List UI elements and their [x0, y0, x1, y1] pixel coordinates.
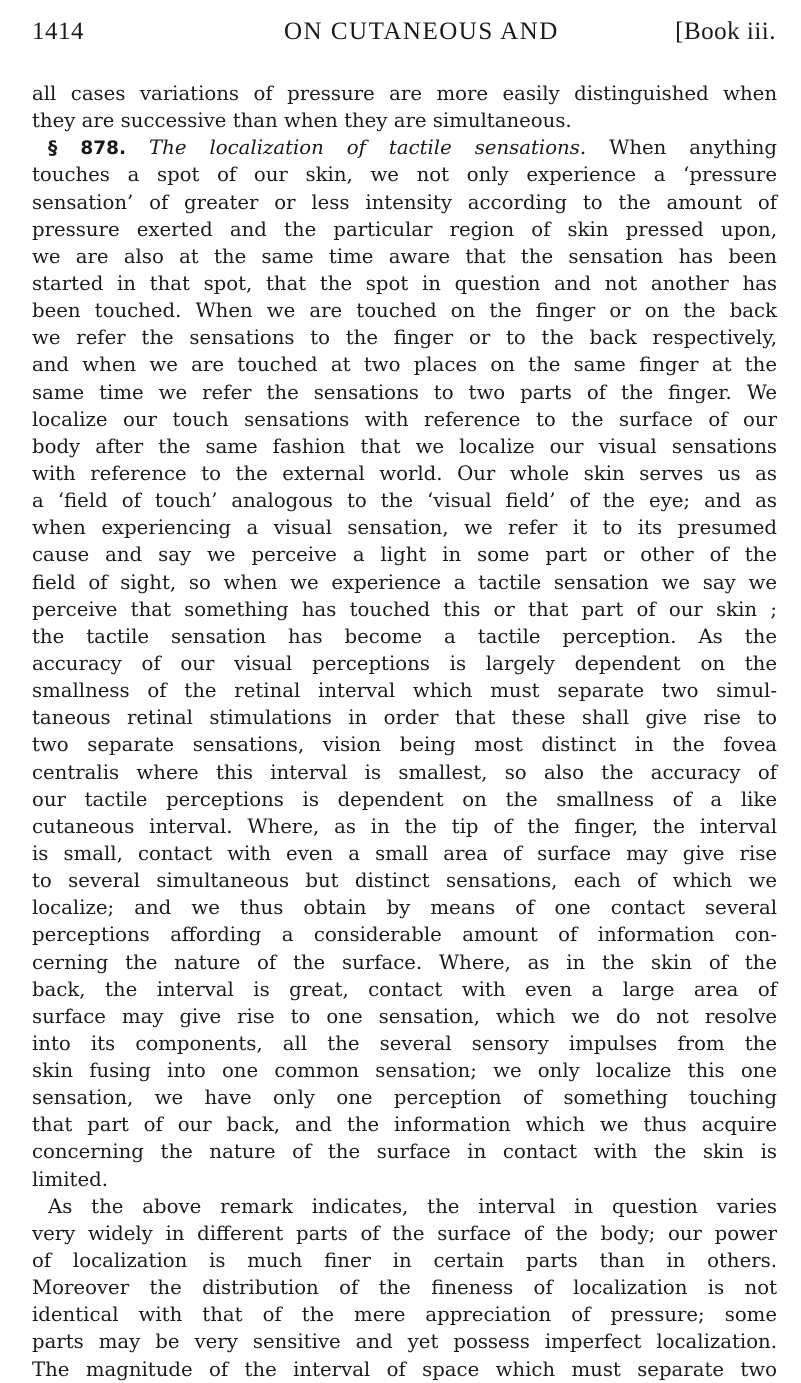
text-line: of localization is much finer in certain parts than in others.: [32, 1249, 777, 1273]
text-line: identical with that of the mere appreciation of pressure; some: [32, 1303, 777, 1327]
text-line: field of sight, so when we experience a tactile sensation we say we: [32, 570, 777, 594]
text-line: we refer the sensations to the finger or to the back respectively,: [32, 326, 777, 350]
running-head: [32, 18, 782, 52]
text-line: our tactile perceptions is dependent on the smallness of a like: [32, 787, 777, 811]
text-line: Moreover the distribution of the fineness of localization is not: [32, 1276, 777, 1300]
text-line: been touched. When we are touched on the finger or on the back: [32, 299, 777, 323]
text-line: a ‘field of touch’ analogous to the ‘visual field’ of the eye; and as: [32, 489, 777, 513]
text-line: pressure exerted and the particular region of skin pressed upon,: [32, 217, 777, 241]
text-line: the tactile sensation has become a tactile perception. As the: [32, 624, 777, 648]
text-line: sensation’ of greater or less intensity according to the amount of: [32, 190, 777, 214]
text-line: limited.: [32, 1167, 108, 1191]
section-heading-line: [32, 134, 777, 161]
text-line: cutaneous interval. Where, as in the tip of the finger, the interval: [32, 814, 777, 838]
text-line: localize our touch sensations with reference to the surface of our: [32, 407, 777, 431]
text-line: accuracy of our visual perceptions is largely dependent on the: [32, 651, 777, 675]
text-line: cause and say we perceive a light in some part or other of the: [32, 543, 777, 567]
text-line: cerning the nature of the surface. Where, as in the skin of the: [32, 950, 777, 974]
text-line: and when we are touched at two places on the same finger at the: [32, 353, 777, 377]
text-line: two separate sensations, vision being most distinct in the fovea: [32, 733, 777, 757]
body-text: [32, 80, 777, 1383]
running-title: ON CUTANEOUS AND: [284, 18, 559, 45]
section-number: § 878.: [48, 138, 127, 160]
text-line: into its components, all the several sensory impulses from the: [32, 1031, 777, 1055]
text-line: with reference to the external world. Our whole skin serves us as: [32, 461, 777, 485]
text-line: very widely in different parts of the surface of the body; our power: [32, 1221, 777, 1245]
book-label: [Book iii.: [675, 18, 776, 45]
text-line: smallness of the retinal interval which must separate two simul-: [32, 679, 777, 703]
text-line: to several simultaneous but distinct sensations, each of which we: [32, 869, 777, 893]
text-line: sensation, we have only one perception of something touching: [32, 1086, 777, 1110]
text-line: all cases variations of pressure are more easily distinguished when: [32, 82, 777, 105]
text-line: same time we refer the sensations to two parts of the finger. We: [32, 380, 777, 404]
text-line: centralis where this interval is smallest, so also the accuracy of: [32, 760, 777, 784]
text-line: As the above remark indicates, the interval in question varies: [48, 1194, 777, 1218]
text-line: touches a spot of our skin, we not only experience a ‘pressure: [32, 163, 777, 187]
section-title: The localization of tactile sensations.: [149, 136, 587, 160]
text-line: skin fusing into one common sensation; we only localize this one: [32, 1059, 777, 1083]
text-line: surface may give rise to one sensation, which we do not resolve: [32, 1004, 777, 1028]
text-line: localize; and we thus obtain by means of one contact several: [32, 896, 777, 920]
text-line: is small, contact with even a small area of surface may give rise: [32, 841, 777, 865]
text-line: concerning the nature of the surface in contact with the skin is: [32, 1140, 777, 1164]
text-line-fragment: When anything: [609, 136, 778, 160]
text-line: perceptions affording a considerable amount of information con-: [32, 923, 777, 947]
text-line: taneous retinal stimulations in order that these shall give rise to: [32, 706, 777, 730]
text-line: back, the interval is great, contact with even a large area of: [32, 977, 777, 1001]
text-line: when experiencing a visual sensation, we refer it to its presumed: [32, 516, 777, 540]
text-line: body after the same fashion that we localize our visual sensations: [32, 434, 777, 458]
text-line: The magnitude of the interval of space which must separate two: [32, 1357, 777, 1381]
text-line: they are successive than when they are simultaneous.: [32, 109, 572, 133]
text-line: perceive that something has touched this or that part of our skin ;: [32, 597, 777, 621]
text-line: we are also at the same time aware that the sensation has been: [32, 244, 777, 268]
text-line: that part of our back, and the information which we thus acquire: [32, 1113, 777, 1137]
text-line: started in that spot, that the spot in question and not another has: [32, 271, 777, 295]
page-number: 1414: [32, 18, 84, 45]
text-line: parts may be very sensitive and yet possess imperfect localization.: [32, 1330, 777, 1354]
